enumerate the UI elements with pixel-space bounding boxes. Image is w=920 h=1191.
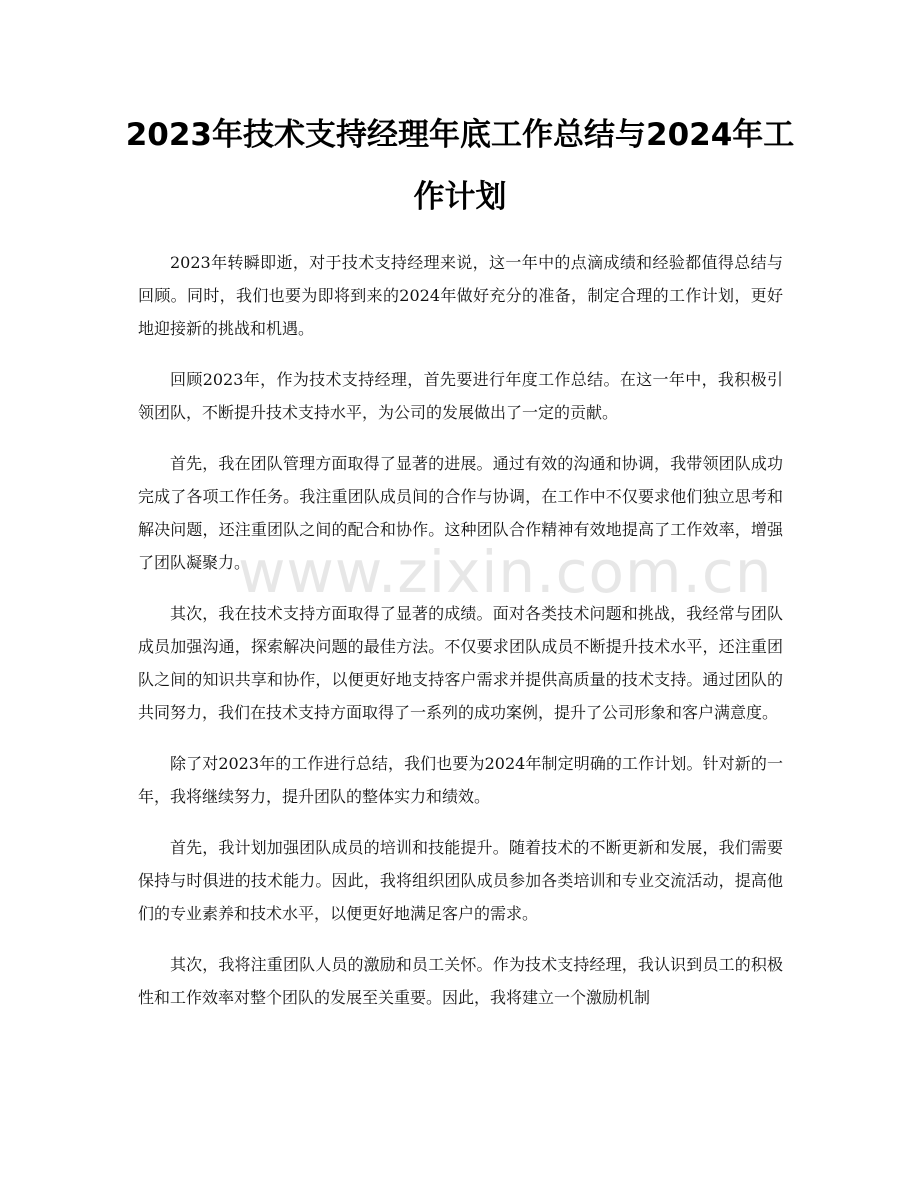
paragraph-5: 除了对2023年的工作进行总结，我们也要为2024年制定明确的工作计划。针对新的一年，我将继续努力，提升团队的整体实力和绩效。 bbox=[138, 754, 783, 806]
paragraph-4: 其次，我在技术支持方面取得了显著的成绩。面对各类技术问题和挑战，我经常与团队成员加强沟通，探索解决问题的最佳方法。不仅要求团队成员不断提升技术水平，还注重团队之间的知识共享和协作，以便更好地支持客户需求并提供高质量的技术支持。通过团队的共同努力，我们在技术支持方面取得了一系列的成功案例，提升了公司形象和客户满意度。 bbox=[138, 604, 783, 722]
site-watermark: www.zixin.com.cn bbox=[238, 538, 773, 606]
document-body bbox=[138, 246, 783, 1032]
document-title: 2023年技术支持经理年底工作总结与2024年工作计划 bbox=[125, 117, 795, 215]
paragraph-7: 其次，我将注重团队人员的激励和员工关怀。作为技术支持经理，我认识到员工的积极性和工作效率对整个团队的发展至关重要。因此，我将建立一个激励机制 bbox=[138, 955, 783, 1007]
paragraph-2: 回顾2023年，作为技术支持经理，首先要进行年度工作总结。在这一年中，我积极引领团队，不断提升技术支持水平，为公司的发展做出了一定的贡献。 bbox=[138, 370, 783, 422]
paragraph-1: 2023年转瞬即逝，对于技术支持经理来说，这一年中的点滴成绩和经验都值得总结与回顾。同时，我们也要为即将到来的2024年做好充分的准备，制定合理的工作计划，更好地迎接新的挑战和机遇。 bbox=[138, 253, 783, 338]
paragraph-3: 首先，我在团队管理方面取得了显著的进展。通过有效的沟通和协调，我带领团队成功完成了各项工作任务。我注重团队成员间的合作与协调，在工作中不仅要求他们独立思考和解决问题，还注重团队之间的配合和协作。这种团队合作精神有效地提高了工作效率，增强了团队凝聚力。 bbox=[138, 454, 783, 572]
paragraph-6: 首先，我计划加强团队成员的培训和技能提升。随着技术的不断更新和发展，我们需要保持与时俱进的技术能力。因此，我将组织团队成员参加各类培训和专业交流活动，提高他们的专业素养和技术水平，以便更好地满足客户的需求。 bbox=[138, 838, 783, 923]
